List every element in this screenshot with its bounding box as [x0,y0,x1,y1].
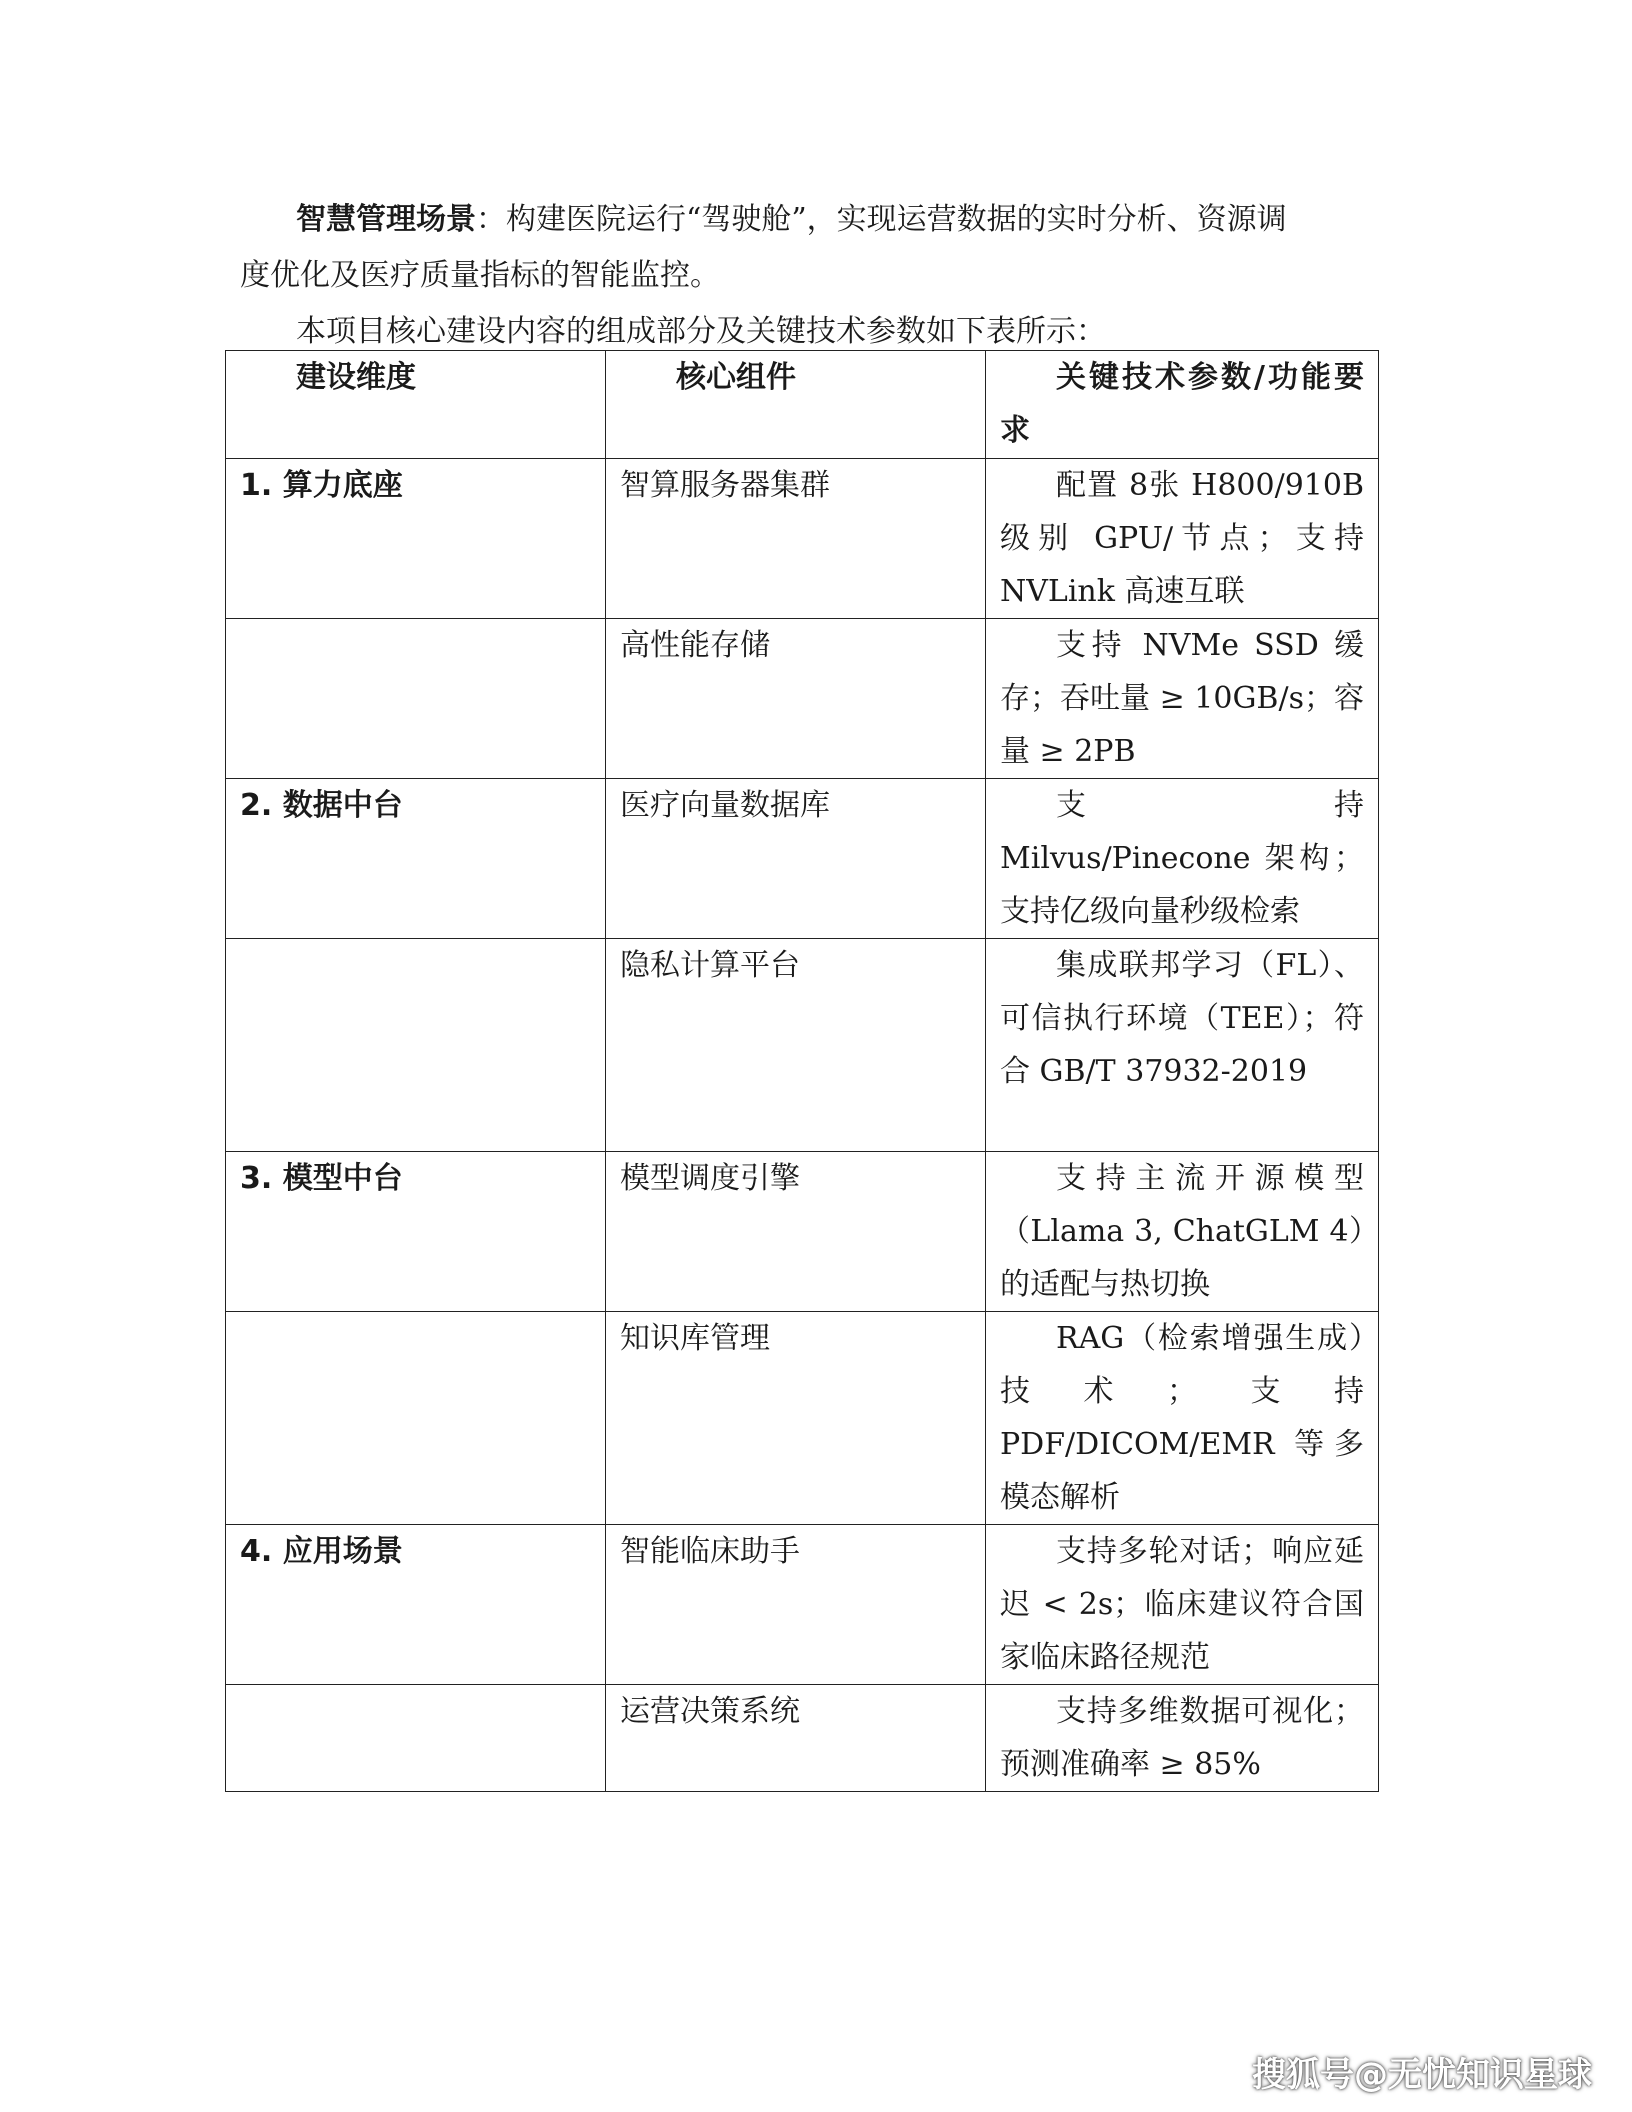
row-param: 支持 NVMe SSD 缓存；吞吐量 ≥ 10GB/s；容量 ≥ 2PB [986,619,1379,779]
header-component: 核心组件 [606,351,986,459]
row-dimension: 1. 算力底座 [226,459,606,619]
table-row [226,459,1379,619]
table-row [226,939,1379,1152]
table-caption: 本项目核心建设内容的组成部分及关键技术参数如下表所示： [296,314,1106,349]
row-param: 支持多轮对话；响应延迟 < 2s；临床建议符合国家临床路径规范 [986,1525,1379,1685]
row-component: 运营决策系统 [606,1685,986,1792]
row-param: 配置 8张 H800/910B 级别 GPU/节点；支持 NVLink 高速互联 [986,459,1379,619]
intro-lead: 智慧管理场景 [296,202,476,237]
row-component: 智算服务器集群 [606,459,986,619]
table-row [226,1152,1379,1312]
row-dimension [226,939,606,1152]
row-component: 隐私计算平台 [606,939,986,1152]
row-param: 支持主流开源模型（Llama 3, ChatGLM 4）的适配与热切换 [986,1152,1379,1312]
header-dimension: 建设维度 [226,351,606,459]
intro-paragraph [240,192,1390,304]
table-row [226,1312,1379,1525]
row-dimension: 3. 模型中台 [226,1152,606,1312]
table-row [226,619,1379,779]
row-component: 智能临床助手 [606,1525,986,1685]
watermark: 搜狐号@无忧知识星球 [1252,2055,1592,2095]
row-component: 高性能存储 [606,619,986,779]
row-param: 支持多维数据可视化；预测准确率 ≥ 85% [986,1685,1379,1792]
intro-text-line1: ：构建医院运行“驾驶舱”，实现运营数据的实时分析、资源调 [476,202,1287,237]
row-dimension: 2. 数据中台 [226,779,606,939]
row-dimension [226,1312,606,1525]
intro-text-line2: 度优化及医疗质量指标的智能监控。 [240,258,720,293]
table-row [226,1685,1379,1792]
row-component: 知识库管理 [606,1312,986,1525]
row-param: RAG（检索增强生成）技术；支持 PDF/DICOM/EMR 等多模态解析 [986,1312,1379,1525]
row-component: 医疗向量数据库 [606,779,986,939]
row-param: 集成联邦学习（FL）、可信执行环境（TEE）；符合 GB/T 37932-2019 [986,939,1379,1152]
row-dimension: 4. 应用场景 [226,1525,606,1685]
spec-table [225,350,1379,1792]
row-component: 模型调度引擎 [606,1152,986,1312]
table-header-row [226,351,1379,459]
row-dimension [226,619,606,779]
header-param: 关键技术参数/功能要求 [986,351,1379,459]
table-row [226,779,1379,939]
row-dimension [226,1685,606,1792]
table-row [226,1525,1379,1685]
row-param: 支持 Milvus/Pinecone 架构；支持亿级向量秒级检索 [986,779,1379,939]
